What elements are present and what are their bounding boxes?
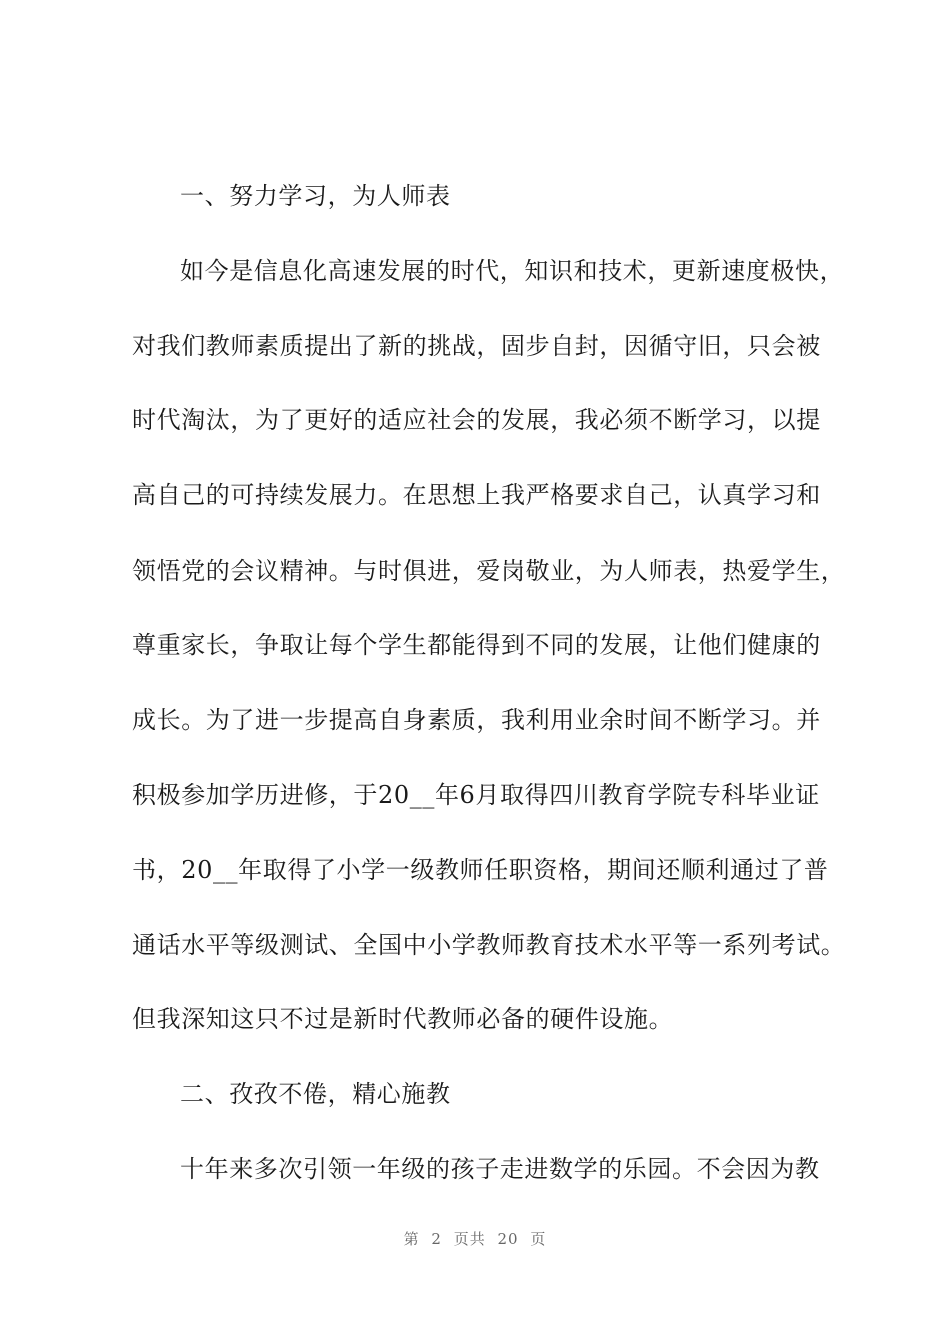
paragraph-line: 积极参加学历进修，于20__年6月取得四川教育学院专科毕业证 (132, 781, 820, 809)
section-heading-2: 二、孜孜不倦，精心施教 (180, 1080, 451, 1108)
paragraph-line: 书，20__年取得了小学一级教师任职资格，期间还顺利通过了普 (132, 856, 829, 884)
paragraph-line: 十年来多次引领一年级的孩子走进数学的乐园。不会因为教 (180, 1155, 820, 1183)
paragraph-line: 领悟党的会议精神。与时俱进，爱岗敬业，为人师表，热爱学生， (132, 557, 846, 585)
section-heading-1: 一、努力学习，为人师表 (180, 182, 451, 210)
paragraph-line: 时代淘汰，为了更好的适应社会的发展，我必须不断学习，以提 (132, 406, 821, 434)
paragraph-line: 成长。为了进一步提高自身素质，我利用业余时间不断学习。并 (132, 706, 821, 734)
paragraph-line: 通话水平等级测试、全国中小学教师教育技术水平等一系列考试。 (132, 931, 846, 959)
page-number-footer: 第 2 页共 20 页 (403, 1230, 547, 1248)
paragraph-line: 如今是信息化高速发展的时代，知识和技术，更新速度极快， (180, 257, 845, 285)
paragraph-line: 对我们教师素质提出了新的挑战，固步自封，因循守旧，只会被 (132, 332, 821, 360)
paragraph-line: 但我深知这只不过是新时代教师必备的硬件设施。 (132, 1005, 674, 1033)
paragraph-line: 高自己的可持续发展力。在思想上我严格要求自己，认真学习和 (132, 481, 821, 509)
paragraph-line: 尊重家长，争取让每个学生都能得到不同的发展，让他们健康的 (132, 631, 821, 659)
